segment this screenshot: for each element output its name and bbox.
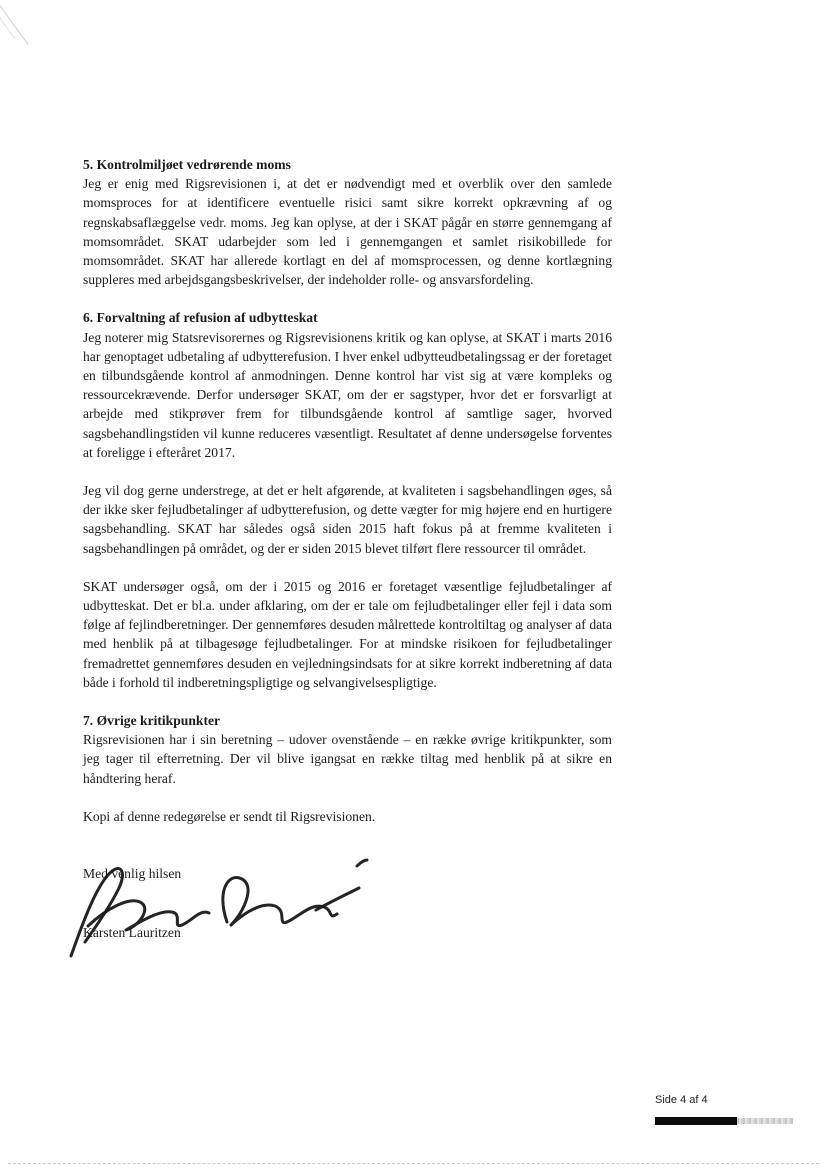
letter-body <box>83 155 612 943</box>
paragraph: Rigsrevisionen har i sin beretning – udover ovenstående – en række øvrige kritikpunkter, som jeg tager til efterretning. Der vil blive igangsat en række tiltag med henblik på at sikre en håndtering heraf. <box>83 732 612 786</box>
signature-area <box>83 864 612 942</box>
section-heading: 6. Forvaltning af refusion af udbytteskat <box>83 310 318 326</box>
section-heading: 7. Øvrige kritikpunkter <box>83 713 221 729</box>
paragraph: Jeg er enig med Rigsrevisionen i, at det er nødvendigt med et overblik over den samlede momsproces for at identificere eventuelle risici samt sikre korrekt opkrævning af og regnskabsaflæggelse vedr. moms. Jeg kan oplyse, at der i SKAT pågår en større gennemgang af momsområdet. SKAT udarbejder som led i gennemgangen et samlet risikobillede for momsområdet. SKAT har allerede kortlagt en del af momsprocessen, og denne kortlægning suppleres med arbejdsgangsbeskrivelser, der indeholder rolle- og ansvarsfordeling. <box>83 176 612 288</box>
closing-block <box>83 807 612 943</box>
salutation: Med venlig hilsen <box>83 866 182 882</box>
paragraph: Jeg vil dog gerne understrege, at det er helt afgørende, at kvaliteten i sagsbehandlingen øges, så der ikke sker fejludbetalinger af udbytterefusion, og dette vægter for mig højere end en hurtigere sagsbehandling. SKAT har således også siden 2015 haft fokus på at fremme kvaliteten i sagsbehandlingen på området, og der er siden 2015 blevet tilført flere ressourcer til området. <box>83 483 612 556</box>
footer-bar-fade <box>737 1118 793 1124</box>
signer-name: Karsten Lauritzen <box>83 925 181 941</box>
paragraph: Jeg noterer mig Statsrevisorernes og Rigsrevisionens kritik og kan oplyse, at SKAT i marts 2016 har genoptaget udbetaling af udbytterefusion. I hver enkel udbytteudbetalingssag er der foretaget en tilbundsgående kontrol af anmodningen. Denne kontrol har vist sig at være kompleks og ressourcekrævende. Derfor undersøger SKAT, om der er sagstyper, hvor det er forsvarligt at arbejde med stikprøver frem for tilbundsgående kontrol af samtlige sager, hvorved sagsbehandlingstiden vil kunne reduceres væsentligt. Resultatet af denne undersøgelse forventes at foreligge i efteråret 2017. <box>83 329 612 460</box>
copy-note: Kopi af denne redegørelse er sendt til Rigsrevisionen. <box>83 808 376 824</box>
scan-artifact-line-2 <box>0 0 15 39</box>
scan-bottom-edge <box>8 1163 819 1164</box>
section-kontrolmiljoe <box>83 155 612 289</box>
section-forvaltning-udbytteskat <box>83 308 612 692</box>
paragraph: SKAT undersøger også, om der i 2015 og 2016 er foretaget væsentlige fejludbetalinger af udbytteskat. Det er bl.a. under afklaring, om der er tale om fejludbetalinger eller fejl i data som følge af fejlindberetninger. Der gennemføres desuden målrettede kontroltiltag og analyser af data med henblik på at tilbagesøge fejludbetalinger. For at mindske risikoen for fejludbetalinger fremadrettet gennemføres desuden en vejledningsindsats for at sikre korrekt indberetning af data både i forhold til indberetningspligtige og selvangivelsespligtige. <box>83 578 612 690</box>
footer-bar <box>655 1117 737 1125</box>
page-number: Side 4 af 4 <box>655 1094 708 1106</box>
section-heading: 5. Kontrolmiljøet vedrørende moms <box>83 157 291 172</box>
section-oevrige-kritikpunkter <box>83 711 612 788</box>
